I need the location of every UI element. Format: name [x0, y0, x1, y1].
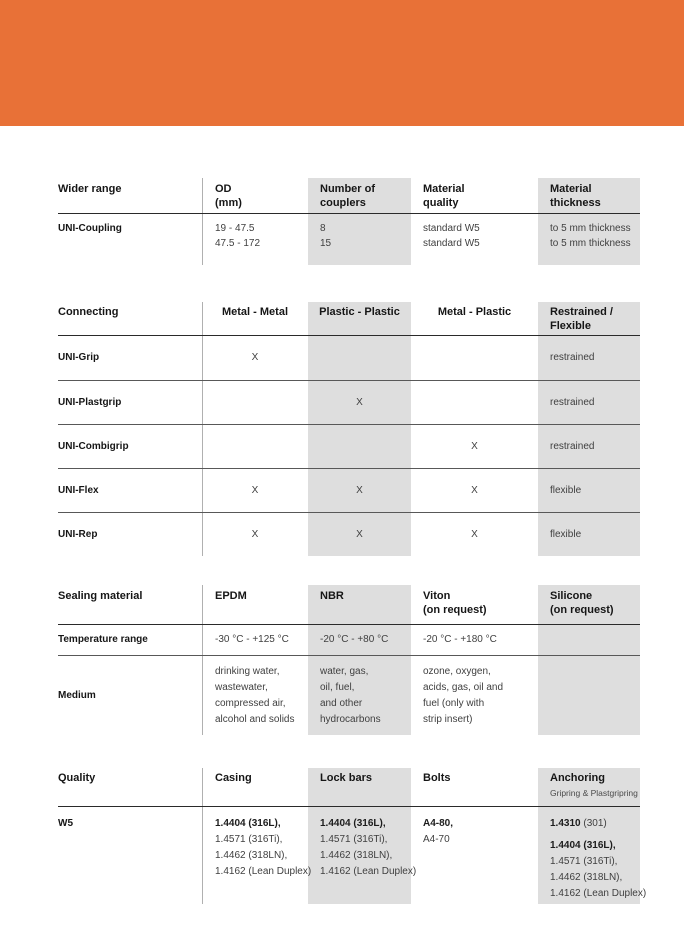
column-header-restrained-flexible: Restrained / Flexible	[550, 306, 613, 332]
data-cell: X	[471, 440, 478, 452]
row-label: UNI-Grip	[58, 352, 100, 363]
column-header-material-thickness: Material thickness	[550, 183, 601, 209]
row-label: W5	[58, 818, 73, 829]
column-header-bolts: Bolts	[423, 772, 451, 784]
anchoring-line-1: 1.4310 (301)	[550, 818, 607, 829]
column-header-viton: Viton (on request)	[423, 590, 487, 616]
row-label: UNI-Combigrip	[58, 440, 129, 452]
table-sealing-material	[58, 585, 640, 735]
data-cell: X	[356, 528, 363, 540]
table-row-temperature	[58, 625, 640, 655]
column-header-lock-bars: Lock bars	[320, 772, 372, 784]
row-label: UNI-Plastgrip	[58, 396, 122, 408]
data-cell: restrained	[550, 440, 595, 452]
column-header-metal-metal: Metal - Metal	[221, 306, 288, 318]
table-connecting	[58, 302, 640, 556]
data-cell: X	[251, 484, 259, 496]
column-header-material-quality: Material quality	[423, 183, 465, 209]
header-row	[58, 302, 640, 336]
column-header-plastic-plastic: Plastic - Plastic	[319, 306, 400, 318]
column-header-casing: Casing	[215, 772, 252, 784]
data-cell-anchoring: 1.4310 (301) 1.4404 (316L), 1.4571 (316Ti), 1.4462 (318LN), 1.4162 (Lean Duplex)	[550, 818, 647, 899]
table-row	[58, 336, 640, 380]
data-cell: X	[251, 528, 259, 540]
header-row	[58, 585, 640, 625]
data-cell: -30 °C - +125 °C	[215, 634, 289, 645]
table-row	[58, 424, 640, 468]
data-cell-couplers: 8 15	[320, 223, 332, 249]
data-cell: X	[356, 484, 363, 496]
data-cell-lock-bars: 1.4404 (316L), 1.4571 (316Ti), 1.4462 (318LN), 1.4162 (Lean Duplex)	[320, 818, 417, 877]
header-row	[58, 768, 640, 807]
data-cell-thickness: to 5 mm thickness to 5 mm thickness	[550, 223, 631, 249]
row-label: Medium	[58, 689, 96, 701]
data-cell-quality: standard W5 standard W5	[423, 223, 480, 249]
data-cell-od: 19 - 47.5 47.5 - 172	[215, 223, 261, 249]
column-header-anchoring: Anchoring Gripring & Plastgripring	[538, 771, 640, 806]
table-title: Quality	[58, 772, 96, 784]
data-cell: ozone, oxygen, acids, gas, oil and fuel (only with strip insert)	[423, 666, 504, 725]
row-label: UNI-Rep	[58, 528, 98, 540]
orange-banner	[0, 0, 684, 126]
data-cell: -20 °C - +80 °C	[320, 634, 389, 645]
table-row-medium	[58, 655, 640, 735]
data-cell: X	[471, 528, 478, 540]
data-cell: flexible	[550, 484, 582, 496]
table-title: Sealing material	[58, 590, 143, 602]
anchoring-subtitle: Gripring & Plastgripring	[550, 788, 638, 798]
table-title: Connecting	[58, 306, 119, 318]
table-title: Wider range	[58, 183, 122, 195]
table-row	[58, 807, 647, 904]
data-cell-casing: 1.4404 (316L), 1.4571 (316Ti), 1.4462 (318LN), 1.4162 (Lean Duplex)	[215, 818, 312, 877]
table-row	[58, 380, 640, 424]
column-header-metal-plastic: Metal - Plastic	[437, 306, 512, 318]
data-cell: X	[471, 484, 478, 496]
column-header-couplers: Number of couplers	[320, 183, 375, 209]
column-header-epdm: EPDM	[215, 590, 247, 602]
data-cell: X	[251, 352, 259, 363]
row-label: UNI-Flex	[58, 484, 99, 496]
data-cell-empty	[538, 656, 640, 735]
data-cell: -20 °C - +180 °C	[423, 634, 497, 645]
data-cell: X	[356, 396, 363, 408]
data-cell: flexible	[550, 528, 582, 540]
column-header-silicone: Silicone (on request)	[550, 590, 614, 616]
column-header-nbr: NBR	[320, 590, 344, 602]
data-cell: drinking water, wastewater, compressed air, alcohol and solids	[215, 666, 295, 725]
data-cell: restrained	[550, 352, 595, 363]
row-label: UNI-Coupling	[58, 223, 122, 234]
header-row	[58, 178, 640, 214]
table-wider-range	[58, 178, 640, 265]
table-row	[58, 214, 640, 265]
table-row	[58, 512, 640, 556]
data-cell-bolts: A4-80, A4-70	[423, 818, 454, 845]
row-label: Temperature range	[58, 634, 148, 645]
table-quality	[58, 768, 647, 904]
table-row	[58, 468, 640, 512]
data-cell: water, gas, oil, fuel, and other hydrocarbons	[320, 666, 381, 725]
column-header-od: OD (mm)	[215, 183, 242, 209]
data-cell: restrained	[550, 396, 595, 408]
